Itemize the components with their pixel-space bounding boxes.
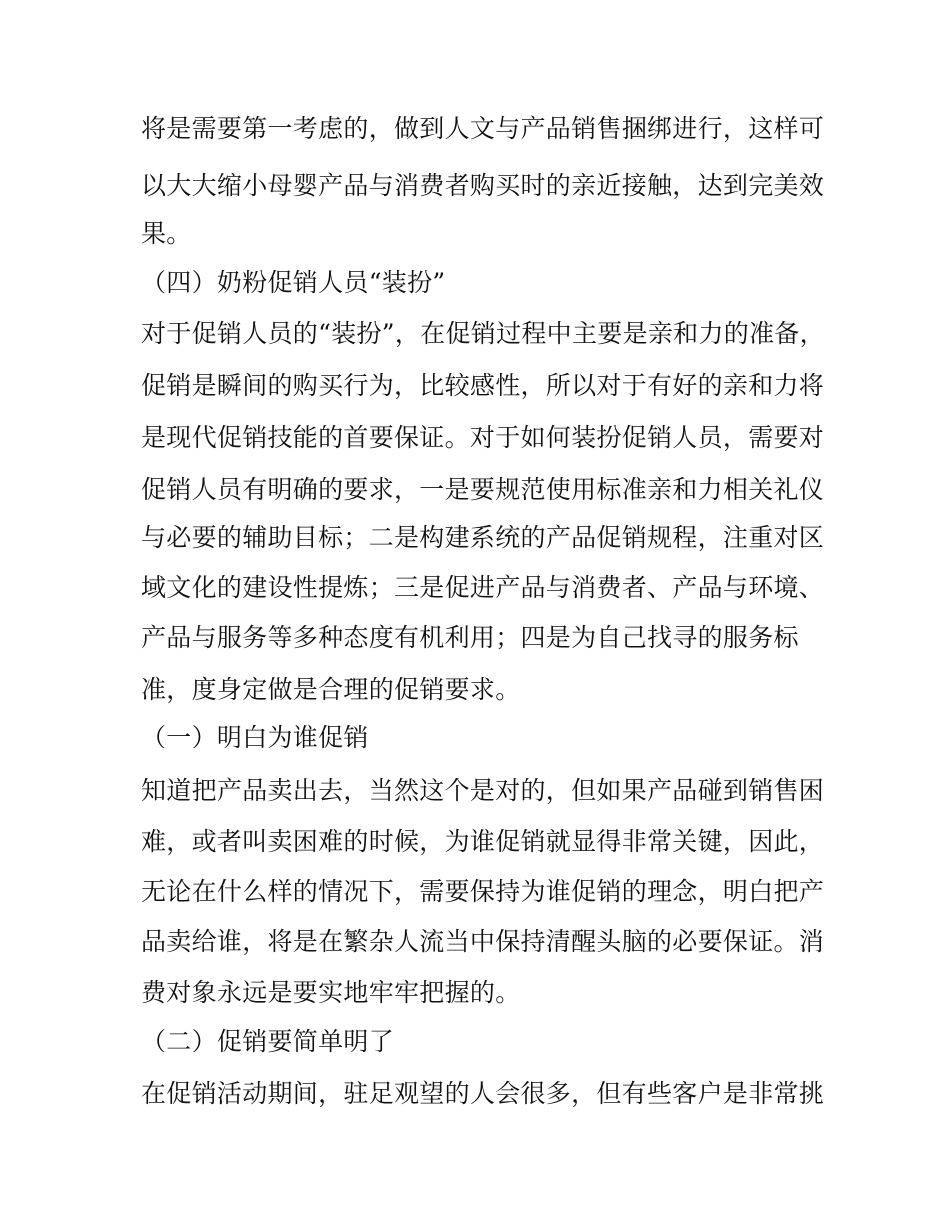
paragraph-line: 是现代促销技能的首要保证。对于如何装扮促销人员，需要对	[141, 423, 825, 452]
section-heading: （四）奶粉促销人员“装扮”	[141, 268, 446, 297]
paragraph-line: 产品与服务等多种态度有机利用；四是为自己找寻的服务标	[141, 623, 799, 652]
section-heading: （二）促销要简单明了	[141, 1027, 395, 1056]
section-heading: （一）明白为谁促销	[141, 723, 369, 752]
paragraph-line: 域文化的建设性提炼；三是促进产品与消费者、产品与环境、	[141, 573, 825, 602]
paragraph-line: 与必要的辅助目标；二是构建系统的产品促销规程，注重对区	[141, 523, 825, 552]
paragraph-line: 品卖给谁，将是在繁杂人流当中保持清醒头脑的必要保证。消	[141, 927, 825, 956]
paragraph-line: 对于促销人员的“装扮”，在促销过程中主要是亲和力的准备，	[141, 319, 825, 348]
paragraph-line: 将是需要第一考虑的，做到人文与产品销售捆绑进行，这样可	[141, 114, 825, 143]
paragraph-line: 促销人员有明确的要求，一是要规范使用标准亲和力相关礼仪	[141, 475, 825, 504]
paragraph-line: 无论在什么样的情况下，需要保持为谁促销的理念，明白把产	[141, 877, 825, 906]
paragraph-line: 促销是瞬间的购买行为，比较感性，所以对于有好的亲和力将	[141, 371, 825, 400]
paragraph-line: 难，或者叫卖困难的时候，为谁促销就显得非常关键，因此，	[141, 827, 825, 856]
paragraph-line: 在促销活动期间，驻足观望的人会很多，但有些客户是非常挑	[141, 1079, 825, 1108]
paragraph-line: 准，度身定做是合理的促销要求。	[141, 675, 521, 704]
paragraph-line: 知道把产品卖出去，当然这个是对的，但如果产品碰到销售困	[141, 776, 825, 805]
paragraph-line: 以大大缩小母婴产品与消费者购买时的亲近接触，达到完美效	[141, 171, 825, 200]
paragraph-line: 果。	[141, 219, 192, 248]
paragraph-line: 费对象永远是要实地牢牢把握的。	[141, 978, 521, 1007]
